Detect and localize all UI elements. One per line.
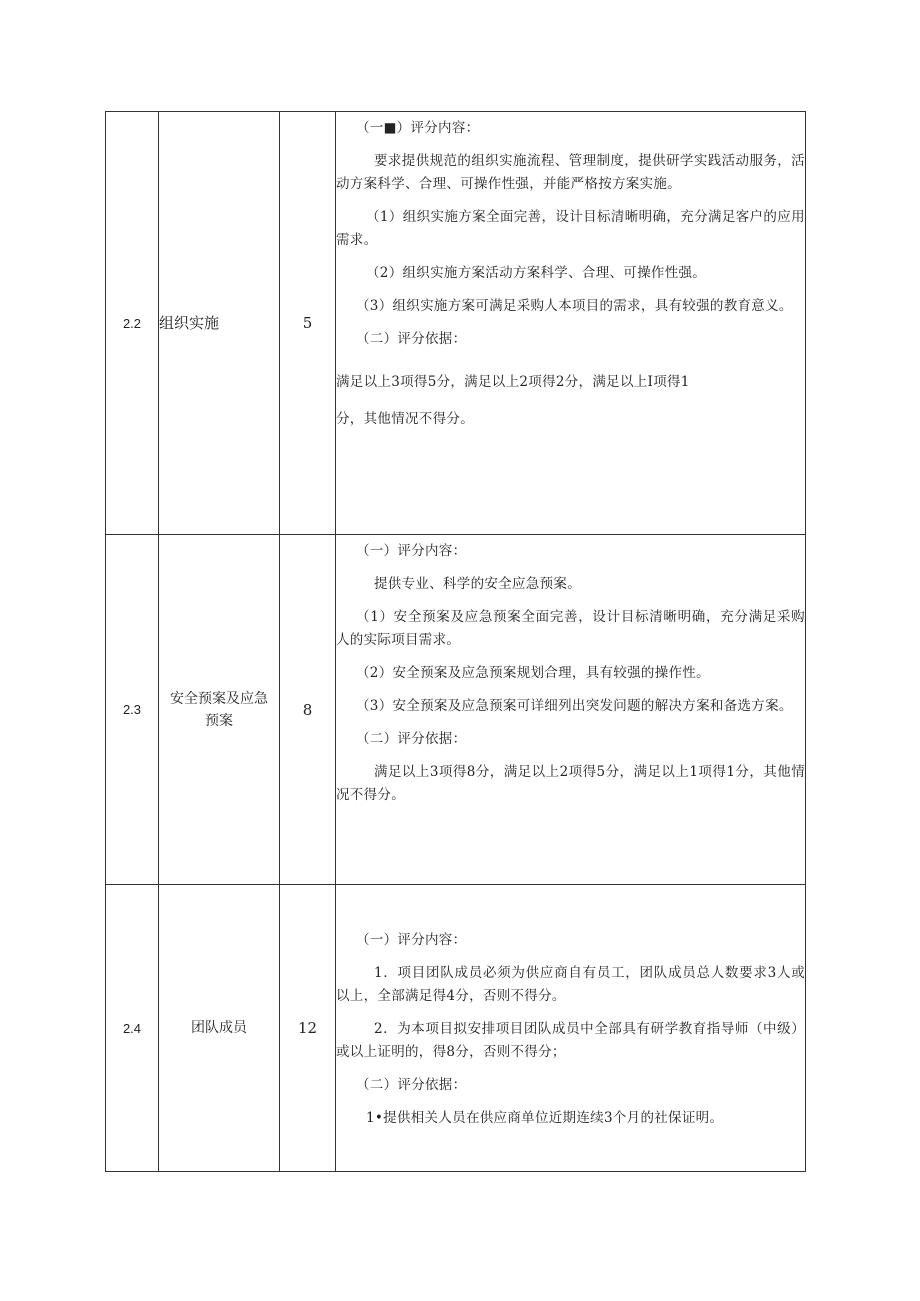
row-number: 2.3 — [106, 535, 159, 885]
content-heading: （一）评分内容： — [356, 932, 467, 948]
content-heading: （二）评分依据： — [356, 1077, 467, 1093]
content-paragraph: （1）安全预案及应急预案全面完善，设计目标清晰明确，充分满足采购人的实际项目需求。 — [336, 609, 805, 648]
row-item-name-line: 安全预案及应急 — [170, 690, 268, 707]
scoring-table — [105, 111, 806, 1172]
content-heading: （一）评分内容： — [356, 543, 467, 559]
content-heading: （一■）评分内容： — [356, 120, 480, 136]
content-paragraph: 2．为本项目拟安排项目团队成员中全部具有研学教育指导师（中级）或以上证明的，得8分，否则不得分； — [336, 1021, 805, 1060]
row-score: 12 — [280, 885, 336, 1172]
row-content — [336, 112, 806, 535]
content-paragraph: （2）组织实施方案活动方案科学、合理、可操作性强。 — [366, 265, 707, 281]
row-item-name — [159, 535, 280, 885]
content-paragraph: （2）安全预案及应急预案规划合理，具有较强的操作性。 — [356, 665, 710, 681]
row-score: 5 — [280, 112, 336, 535]
row-content — [336, 535, 806, 885]
content-paragraph: （3）组织实施方案可满足采购人本项目的需求，具有较强的教育意义。 — [356, 298, 793, 314]
row-item-name-line: 预案 — [205, 712, 233, 729]
table-row — [106, 885, 806, 1172]
table-row — [106, 112, 806, 535]
content-paragraph: （3）安全预案及应急预案可详细列出突发问题的解决方案和备选方案。 — [356, 698, 793, 714]
row-number: 2.4 — [106, 885, 159, 1172]
row-content — [336, 885, 806, 1172]
content-paragraph: 1•提供相关人员在供应商单位近期连续3个月的社保证明。 — [366, 1110, 724, 1126]
content-heading: （二）评分依据： — [356, 731, 467, 747]
row-item-name: 团队成员 — [159, 885, 280, 1172]
content-paragraph: 1．项目团队成员必须为供应商自有员工，团队成员总人数要求3人或以上，全部满足得4分，否则不得分。 — [336, 965, 805, 1004]
content-paragraph: 分，其他情况不得分。 — [336, 411, 474, 427]
row-score: 8 — [280, 535, 336, 885]
content-paragraph: 满足以上3项得8分，满足以上2项得5分，满足以上1项得1分，其他情况不得分。 — [336, 764, 805, 803]
row-number: 2.2 — [106, 112, 159, 535]
table-row — [106, 535, 806, 885]
content-heading: （二）评分依据： — [356, 331, 467, 347]
content-paragraph: 要求提供规范的组织实施流程、管理制度，提供研学实践活动服务，活动方案科学、合理、可操作性强，并能严格按方案实施。 — [336, 153, 805, 192]
content-paragraph: （1）组织实施方案全面完善，设计目标清晰明确，充分满足客户的应用需求。 — [336, 209, 805, 248]
content-paragraph: 满足以上3项得5分，满足以上2项得2分，满足以上I项得1 — [336, 374, 690, 390]
content-paragraph: 提供专业、科学的安全应急预案。 — [374, 576, 581, 592]
row-item-name: 组织实施 — [159, 112, 280, 535]
